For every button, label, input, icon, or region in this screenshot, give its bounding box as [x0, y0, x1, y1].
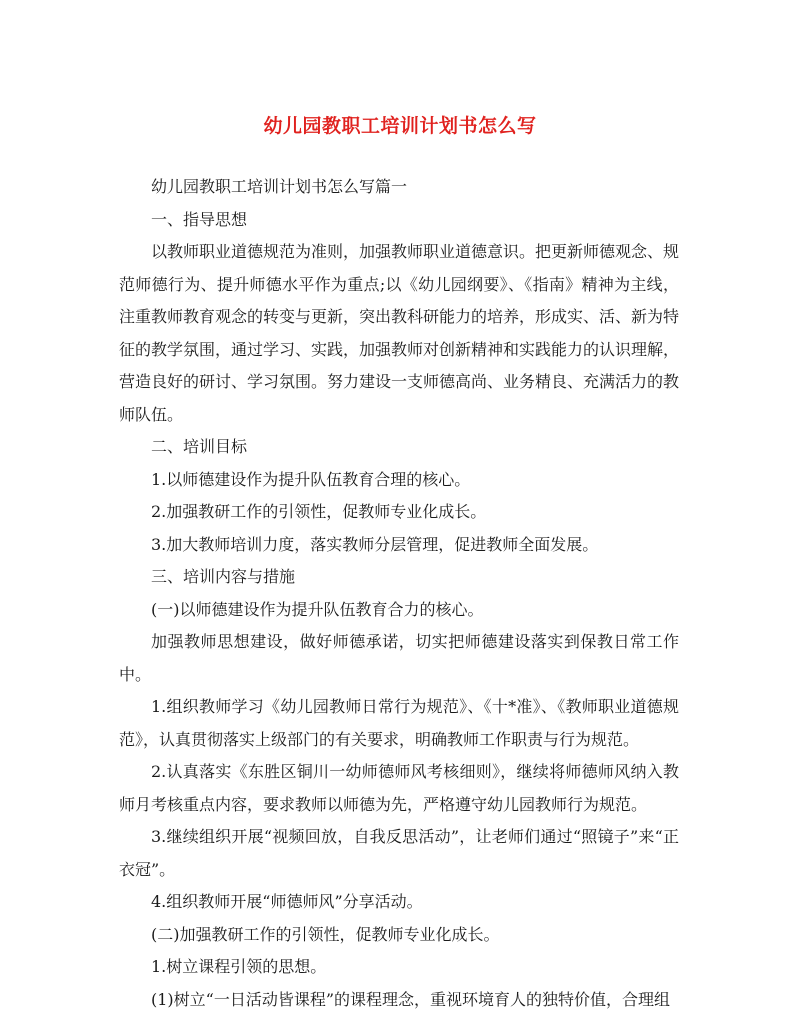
measure-item-3: 3.继续组织开展“视频回放，自我反思活动”，让老师们通过“照镜子”来“正衣冠”。 [119, 827, 679, 879]
subsection-heading-2: (二)加强教研工作的引领性，促教师专业化成长。 [151, 924, 500, 944]
section-heading-training-goals: 二、培训目标 [151, 437, 248, 456]
document-title: 幼儿园教职工培训计划书怎么写 [263, 115, 537, 137]
section-heading-guiding-thought: 一、指导思想 [151, 209, 248, 229]
paragraph-ethics-building: 加强教师思想建设，做好师德承诺，切实把师德建设落实到保教日常工作中。 [119, 632, 679, 684]
measure-item-2: 2.认真落实《东胜区铜川一幼师德师风考核细则》，继续将师德师风纳入教师月考核重点内容，要求教师以师德为先，严格遵守幼儿园教师行为规范。 [119, 762, 679, 814]
goal-item-2: 2.加强教研工作的引领性，促教师专业化成长。 [151, 502, 487, 521]
document-body [119, 171, 679, 1016]
paragraph-guiding-thought: 以教师职业道德规范为准则，加强教师职业道德意识。把更新师德观念、规范师德行为、提升师德水平作为重点;以《幼儿园纲要》、《指南》精神为主线，注重教师教育观念的转变与更新，突出教科研能力的培养，形成实、活、新为特征的教学氛围，通过学习、实践，加强教师对创新精神和实践能力的认识理解，营造良好的研讨、学习氛围。努力建设一支师德高尚、业务精良、充满活力的教师队伍。 [119, 242, 680, 424]
goal-item-3: 3.加大教师培训力度，落实教师分层管理，促进教师全面发展。 [151, 534, 599, 554]
goal-item-1: 1.以师德建设作为提升队伍教育合理的核心。 [151, 469, 471, 489]
research-subitem-1: (1)树立“一日活动皆课程”的课程理念，重视环境育人的独特价值，合理组 [151, 989, 671, 1009]
subsection-heading-1: (一)以师德建设作为提升队伍教育合力的核心。 [151, 599, 484, 619]
research-item-1: 1.树立课程引领的思想。 [151, 957, 327, 976]
measure-item-1: 1.组织教师学习《幼儿园教师日常行为规范》、《十*准》、《教师职业道德规范》，认真贯彻落实上级部门的有关要求，明确教师工作职责与行为规范。 [119, 697, 679, 749]
section-heading-content-measures: 三、培训内容与措施 [151, 567, 296, 586]
measure-item-4: 4.组织教师开展“师德师风”分享活动。 [151, 892, 423, 911]
section-heading-part-1: 幼儿园教职工培训计划书怎么写篇一 [151, 177, 408, 196]
